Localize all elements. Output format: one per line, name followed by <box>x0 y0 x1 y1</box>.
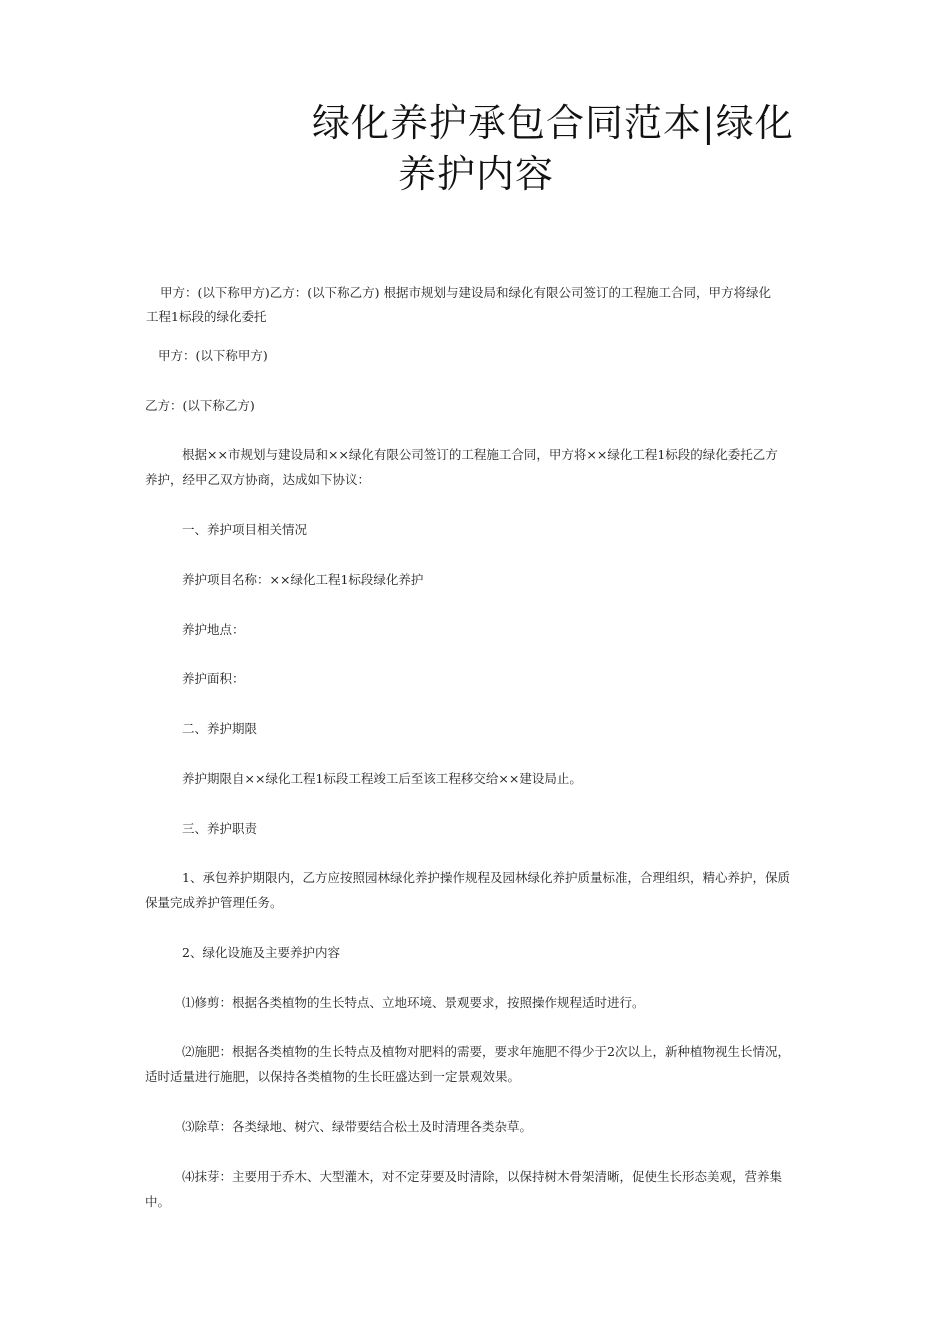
item-debudding-line-2: 中。 <box>145 1194 171 1209</box>
duty-2-heading: 2、绿化设施及主要养护内容 <box>182 945 340 960</box>
duty-1-line-1: 1、承包养护期限内，乙方应按照园林绿化养护操作规程及园林绿化养护质量标准，合理组织，精心养护，保质 <box>182 870 790 885</box>
party-b-line: 乙方：(以下称乙方) <box>145 398 255 413</box>
item-pruning-line: ⑴修剪：根据各类植物的生长特点、立地环境、景观要求，按照操作规程适时进行。 <box>182 995 645 1010</box>
item-debudding-line-1: ⑷抹芽：主要用于乔木、大型灌木，对不定芽要及时清除，以保持树木骨架清晰，促使生长形态美观，营养集 <box>182 1169 783 1184</box>
intro-paragraph-line-1: 甲方：(以下称甲方)乙方：(以下称乙方) 根据市规划与建设局和绿化有限公司签订的工程施工合同，甲方将绿化 <box>160 285 771 300</box>
item-weeding-line: ⑶除草：各类绿地、树穴、绿带要结合松土及时清理各类杂草。 <box>182 1119 533 1134</box>
intro-paragraph-line-2: 工程1标段的绿化委托 <box>146 309 267 324</box>
section-heading-1: 一、养护项目相关情况 <box>182 522 308 537</box>
section-heading-2: 二、养护期限 <box>182 721 258 736</box>
document-title-line-2: 养护内容 <box>398 152 555 196</box>
duty-1-line-2: 保量完成养护管理任务。 <box>145 895 283 910</box>
preamble-line-1: 根据××市规划与建设局和××绿化有限公司签订的工程施工合同，甲方将××绿化工程1标段的绿化委托乙方 <box>182 447 778 462</box>
item-fertilizing-line-1: ⑵施肥：根据各类植物的生长特点及植物对肥料的需要，要求年施肥不得少于2次以上，新种植物视生长情况， <box>182 1044 790 1059</box>
project-location-line: 养护地点： <box>182 622 245 637</box>
document-title-line-1: 绿化养护承包合同范本|绿化 <box>312 101 794 145</box>
section-heading-3: 三、养护职责 <box>182 821 258 836</box>
party-a-line: 甲方：(以下称甲方) <box>158 348 268 363</box>
item-fertilizing-line-2: 适时适量进行施肥，以保持各类植物的生长旺盛达到一定景观效果。 <box>145 1069 521 1084</box>
period-line: 养护期限自××绿化工程1标段工程竣工后至该工程移交给××建设局止。 <box>182 771 582 786</box>
preamble-line-2: 养护，经甲乙双方协商，达成如下协议： <box>145 472 371 487</box>
project-name-line: 养护项目名称：××绿化工程1标段绿化养护 <box>182 572 424 587</box>
project-area-line: 养护面积： <box>182 671 245 686</box>
